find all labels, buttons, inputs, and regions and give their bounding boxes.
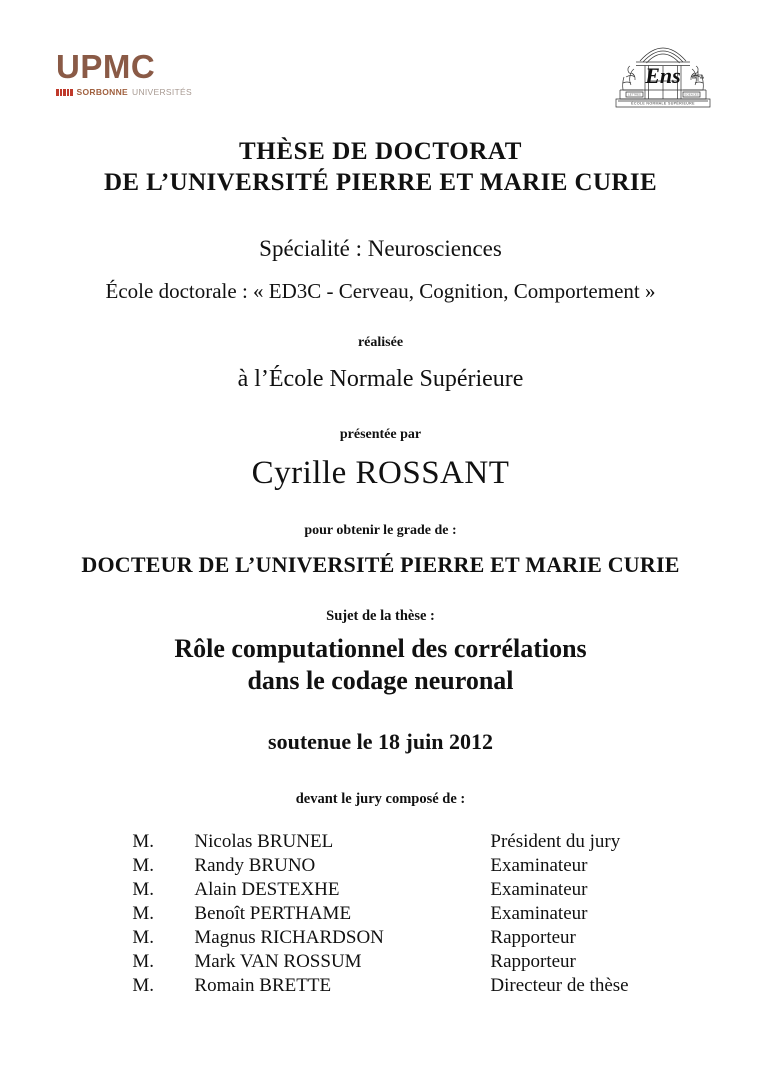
jury-member-role: Examinateur xyxy=(490,855,588,877)
ens-plinth-left: LETTRES xyxy=(628,93,641,97)
jury-member-name: Alain DESTEXHE xyxy=(194,879,340,901)
specialty-line: Spécialité : Neurosciences xyxy=(259,236,502,261)
author-name: Cyrille ROSSANT xyxy=(251,455,510,491)
jury-row xyxy=(132,902,628,926)
jury-civility: M. xyxy=(132,831,155,853)
jury-member-name: Magnus RICHARDSON xyxy=(194,927,384,949)
jury-table xyxy=(132,830,628,998)
thesis-title-line2: dans le codage neuronal xyxy=(247,666,514,696)
defense-date: soutenue le 18 juin 2012 xyxy=(268,729,493,755)
jury-member-name: Randy BRUNO xyxy=(194,855,316,877)
host-institution: à l’École Normale Supérieure xyxy=(237,366,524,392)
upmc-universites-label: UNIVERSITÉS xyxy=(132,87,192,97)
ens-plinth-right: SCIENCES xyxy=(684,93,699,97)
jury-member-name: Mark VAN ROSSUM xyxy=(194,951,362,973)
jury-member-role: Rapporteur xyxy=(490,927,576,949)
jury-civility: M. xyxy=(132,927,155,949)
jury-civility: M. xyxy=(132,975,155,997)
jury-label: devant le jury composé de : xyxy=(295,791,466,808)
thesis-title-line1: Rôle computationnel des corrélations xyxy=(174,634,587,663)
jury-row xyxy=(132,878,628,902)
realized-label: réalisée xyxy=(357,335,404,350)
thesis-heading-line2: DE L’UNIVERSITÉ PIERRE ET MARIE CURIE xyxy=(103,168,658,196)
presented-by-label: présentée par xyxy=(339,427,422,442)
jury-row xyxy=(132,830,628,854)
jury-civility: M. xyxy=(132,951,155,973)
jury-row xyxy=(132,974,628,998)
jury-row xyxy=(132,854,628,878)
doctoral-school-line: École doctorale : « ED3C - Cerveau, Cognition, Comportement » xyxy=(105,279,656,303)
ens-banner-label: ÉCOLE NORMALE SUPÉRIEURE xyxy=(631,101,695,106)
jury-member-name: Nicolas BRUNEL xyxy=(194,831,334,853)
jury-member-role: Examinateur xyxy=(490,903,588,925)
jury-row xyxy=(132,926,628,950)
jury-civility: M. xyxy=(132,879,155,901)
upmc-wordmark: UPMC xyxy=(56,48,156,85)
jury-member-name: Benoît PERTHAME xyxy=(194,903,352,925)
jury-member-role: Examinateur xyxy=(490,879,588,901)
jury-member-role: Rapporteur xyxy=(490,951,576,973)
jury-member-name: Romain BRETTE xyxy=(194,975,332,997)
jury-row xyxy=(132,950,628,974)
thesis-heading-line1: THÈSE DE DOCTORAT xyxy=(239,138,522,165)
jury-member-role: Directeur de thèse xyxy=(490,975,629,997)
upmc-sorbonne-label: SORBONNE xyxy=(76,87,129,97)
jury-civility: M. xyxy=(132,903,155,925)
subject-label: Sujet de la thèse : xyxy=(326,608,435,624)
jury-civility: M. xyxy=(132,855,155,877)
degree-value: DOCTEUR DE L’UNIVERSITÉ PIERRE ET MARIE CURIE xyxy=(81,552,680,577)
ens-monogram: Ens xyxy=(645,63,681,88)
jury-member-role: Président du jury xyxy=(490,831,621,853)
degree-label: pour obtenir le grade de : xyxy=(304,523,457,538)
